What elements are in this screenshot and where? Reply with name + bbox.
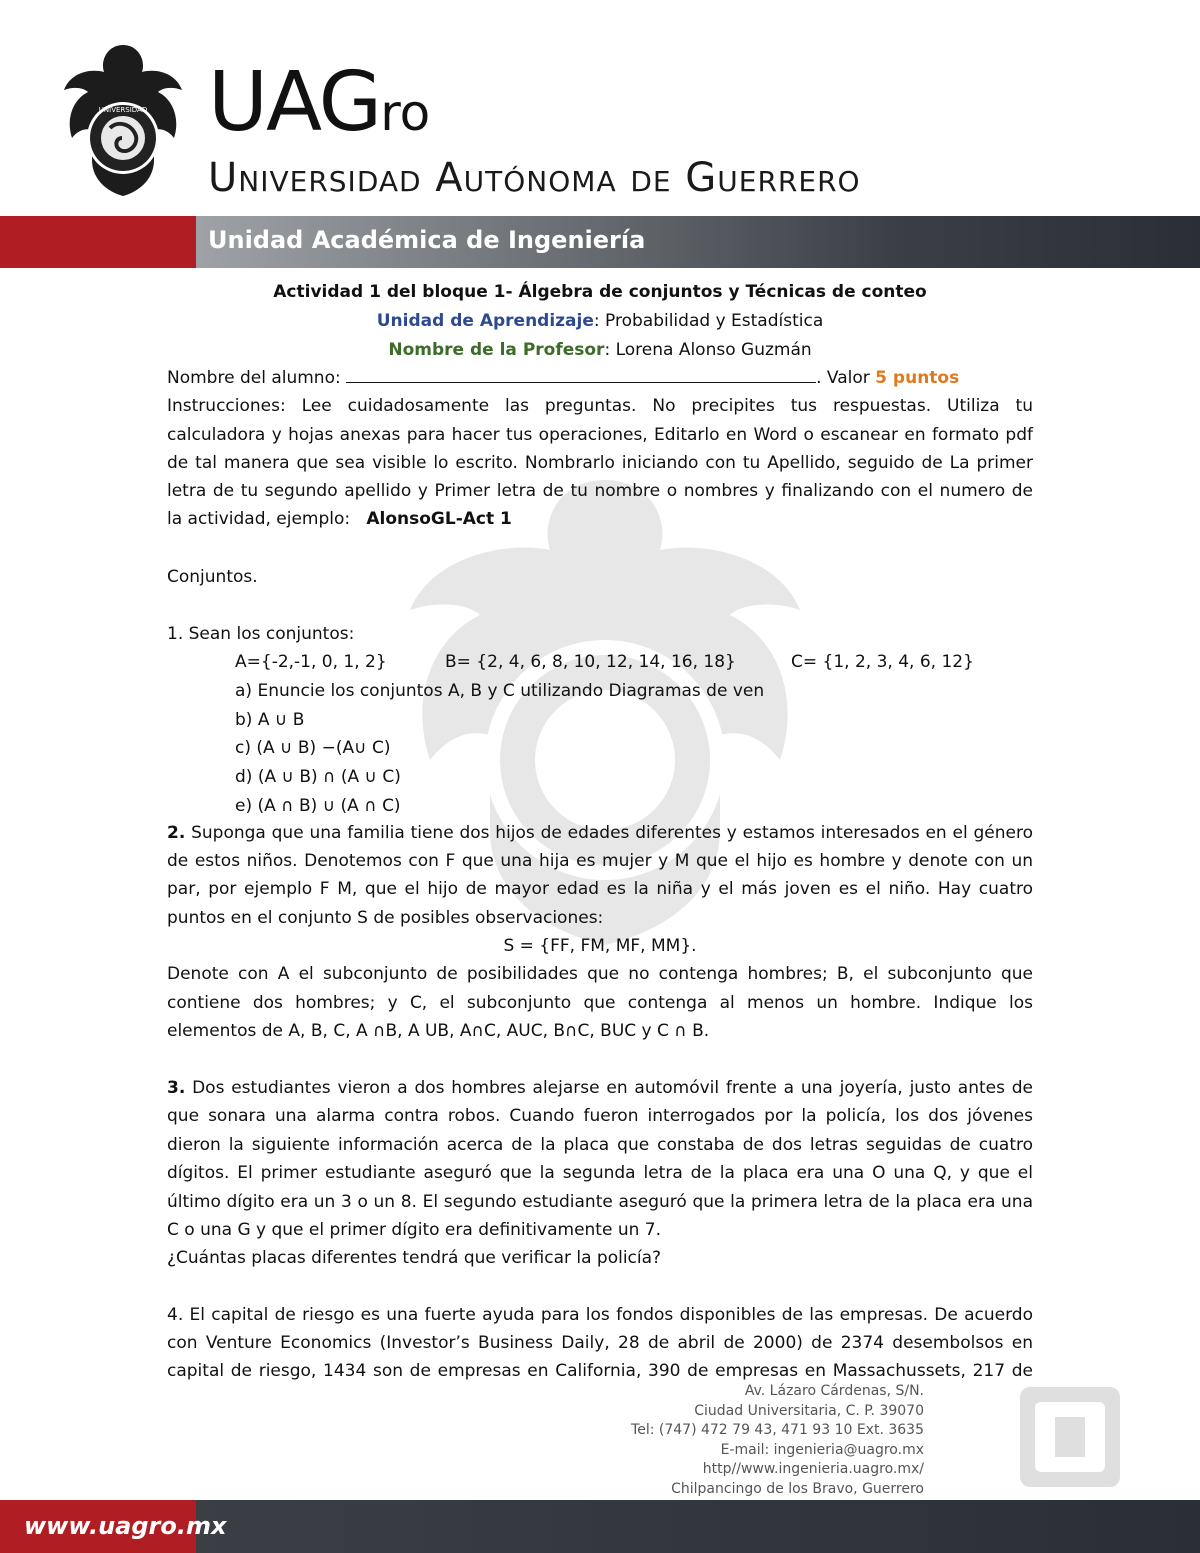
university-crest-icon bbox=[58, 40, 188, 200]
filename-example: AlonsoGL-Act 1 bbox=[366, 509, 512, 529]
instructions-last: la actividad, ejemplo: bbox=[167, 509, 351, 529]
header-band bbox=[0, 216, 1200, 268]
value-prefix: . Valor bbox=[816, 368, 876, 388]
unit-value: : Probabilidad y Estadística bbox=[593, 311, 824, 331]
instructions-line bbox=[167, 505, 1033, 533]
q2-text: Suponga que una familia tiene dos hijos de edades diferentes y estamos interesados en el género bbox=[185, 823, 1033, 843]
student-label: Nombre del alumno: bbox=[167, 368, 341, 388]
teacher-line bbox=[167, 336, 1033, 364]
svg-text:UNIVERSIDAD: UNIVERSIDAD bbox=[98, 106, 148, 114]
city-line: Chilpancingo de los Bravo, Guerrero bbox=[671, 1480, 924, 1497]
q2-line: contiene dos hombres; y C, el subconjunto que contenga al menos un hombre. Indique los bbox=[167, 993, 1033, 1013]
brand-suffix: ro bbox=[380, 84, 431, 142]
brand-logo-text bbox=[208, 55, 431, 150]
unit-line bbox=[167, 307, 1033, 335]
header-band-text: Unidad Académica de Ingeniería bbox=[208, 226, 646, 254]
set-s: S = {FF, FM, MF, MM}. bbox=[503, 936, 697, 956]
q2-line bbox=[167, 819, 1033, 847]
activity-title: Actividad 1 del bloque 1- Álgebra de conjuntos y Técnicas de conteo bbox=[273, 282, 927, 302]
q2-line: puntos en el conjunto S de posibles observaciones: bbox=[167, 908, 604, 928]
q3-text: Dos estudiantes vieron a dos hombres alejarse en automóvil frente a una joyería, justo antes de bbox=[185, 1078, 1033, 1098]
q3-line: C o una G y que el primer dígito era definitivamente un 7. bbox=[167, 1220, 662, 1240]
q3-question: ¿Cuántas placas diferentes tendrá que verificar la policía? bbox=[167, 1248, 662, 1268]
q4-line bbox=[167, 1301, 1033, 1329]
set-c: C= {1, 2, 3, 4, 6, 12} bbox=[791, 652, 974, 672]
address-line: Ciudad Universitaria, C. P. 39070 bbox=[694, 1402, 924, 1419]
q1-item: e) (A ∩ B) ∪ (A ∩ C) bbox=[235, 796, 401, 816]
web-line: http//www.ingenieria.uagro.mx/ bbox=[702, 1461, 924, 1477]
teacher-label: Nombre de la Profesor bbox=[388, 340, 605, 360]
points-value: 5 puntos bbox=[875, 368, 960, 388]
q4-line: con Venture Economics (Investor’s Business Daily, 28 de abril de 2000) de 2374 desembolsos en bbox=[167, 1333, 1033, 1353]
q1-intro: 1. Sean los conjuntos: bbox=[167, 624, 355, 644]
q3-line: dieron la siguiente información acerca de la placa que constaba de dos letras seguidas de cuatro bbox=[167, 1135, 1033, 1155]
student-name-blank[interactable] bbox=[346, 364, 816, 383]
q3-line: que sonara una alarma contra robos. Cuando fueron interrogados por la policía, los dos jóvenes bbox=[167, 1106, 1033, 1126]
q3-line bbox=[167, 1074, 1033, 1102]
instructions-line: calculadora y hojas anexas para hacer tus operaciones, Editarlo en Word o escanear en formato pdf bbox=[167, 425, 1033, 445]
q3-line: dígitos. El primer estudiante aseguró que la segunda letra de la placa era una O una Q, y que el bbox=[167, 1163, 1033, 1183]
unit-label: Unidad de Aprendizaje bbox=[376, 311, 594, 331]
phone-line: Tel: (747) 472 79 43, 471 93 10 Ext. 3635 bbox=[631, 1422, 924, 1438]
section-title: Conjuntos. bbox=[167, 567, 258, 587]
set-a: A={-2,-1, 0, 1, 2} bbox=[235, 652, 387, 672]
q2-number: 2. bbox=[167, 823, 186, 843]
instructions-line: de tal manera que sea visible lo escrito. Nombrarlo iniciando con tu Apellido, seguido de La primer bbox=[167, 453, 1033, 473]
address-line: Av. Lázaro Cárdenas, S/N. bbox=[744, 1383, 924, 1399]
footer-band bbox=[0, 1500, 1200, 1553]
footer-address bbox=[600, 1382, 924, 1499]
q4-number: 4. bbox=[167, 1305, 184, 1325]
brand-main: UAG bbox=[208, 55, 381, 150]
email-line: E-mail: ingenieria@uagro.mx bbox=[720, 1441, 924, 1458]
q2-line: Denote con A el subconjunto de posibilidades que no contenga hombres; B, el subconjunto que bbox=[167, 964, 1033, 984]
website-link[interactable]: www.uagro.mx bbox=[24, 1512, 227, 1540]
instructions-line: letra de tu segundo apellido y Primer letra de tu nombre o nombres y finalizando con el numero de bbox=[167, 481, 1033, 501]
q4-text: El capital de riesgo es una fuerte ayuda para los fondos disponibles de las empresas. De acuerdo bbox=[183, 1305, 1033, 1325]
q1-item: c) (A ∪ B) −(A∪ C) bbox=[235, 738, 391, 758]
faculty-seal-icon bbox=[1010, 1382, 1130, 1492]
q1-item: a) Enuncie los conjuntos A, B y C utilizando Diagramas de ven bbox=[235, 681, 765, 701]
q1-item: d) (A ∪ B) ∩ (A ∪ C) bbox=[235, 767, 401, 787]
header-band-red bbox=[0, 216, 196, 268]
set-b: B= {2, 4, 6, 8, 10, 12, 14, 16, 18} bbox=[445, 652, 736, 672]
student-line bbox=[167, 364, 1033, 392]
q2-line: par, por ejemplo F M, que el hijo de mayor edad es la niña y el más joven es el niño. Hay cuatro bbox=[167, 879, 1033, 899]
q1-item: b) A ∪ B bbox=[235, 710, 305, 730]
q3-line: último dígito era un 3 o un 8. El segundo estudiante aseguró que la primera letra de la placa era una bbox=[167, 1192, 1033, 1212]
university-name: Universidad Autónoma de Guerrero bbox=[208, 155, 861, 201]
footer-band-grey bbox=[196, 1500, 1200, 1553]
instructions-line: Instrucciones: Lee cuidadosamente las preguntas. No precipites tus respuestas. Utiliza tu bbox=[167, 396, 1033, 416]
q2-line: de estos niños. Denotemos con F que una hija es mujer y M que el hijo es hombre y denote con un bbox=[167, 851, 1033, 871]
q4-line: capital de riesgo, 1434 son de empresas en California, 390 de empresas en Massachussets, 217 de bbox=[167, 1361, 1033, 1381]
teacher-value: : Lorena Alonso Guzmán bbox=[604, 340, 812, 360]
q2-line: elementos de A, B, C, A ∩B, A UB, A∩C, AUC, B∩C, BUC y C ∩ B. bbox=[167, 1021, 710, 1041]
q3-number: 3. bbox=[167, 1078, 186, 1098]
